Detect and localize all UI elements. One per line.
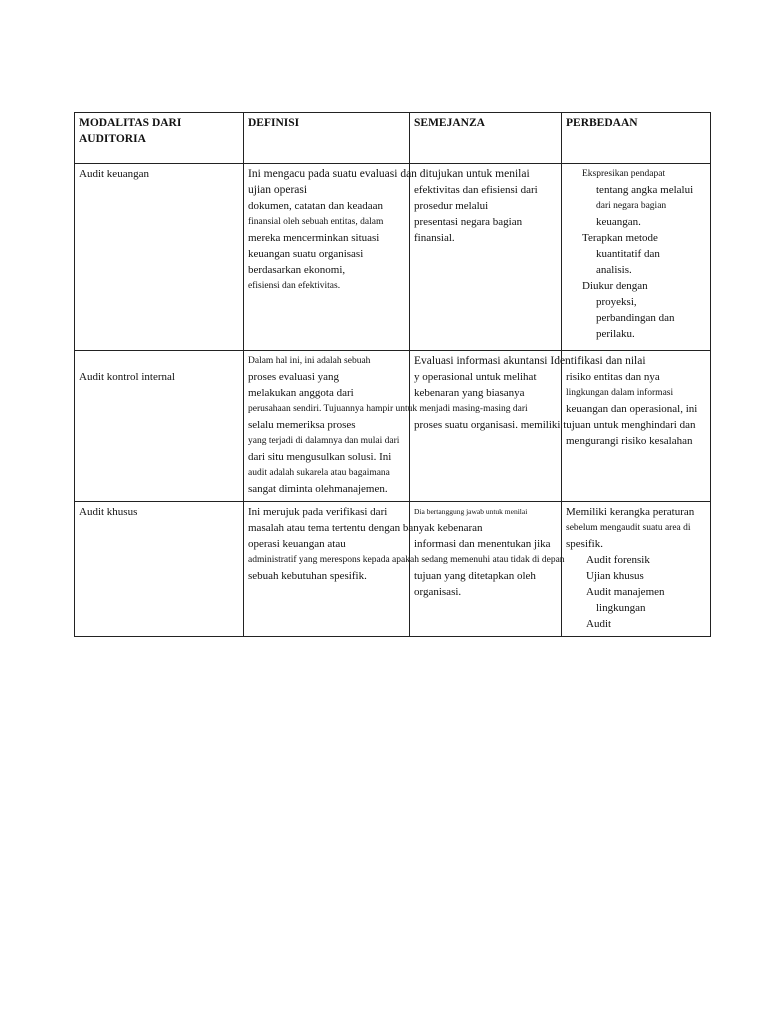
row-label: Audit kontrol internal: [79, 371, 175, 383]
definisi-line: efisiensi dan efektivitas.: [248, 281, 341, 291]
perbedaan-line: mengurangi risiko kesalahan: [566, 435, 693, 447]
definisi-line: keuangan suatu organisasi: [248, 248, 364, 260]
definisi-line: administratif yang merespons kepada apakah sedang memenuhi atau tidak di depan: [248, 555, 565, 565]
table-row: [75, 164, 711, 351]
perbedaan-bullet: Terapkan metode: [582, 232, 658, 244]
semejanza-line: kebenaran yang biasanya: [414, 387, 525, 399]
semejanza-line: organisasi.: [414, 586, 462, 598]
semejanza-line: y operasional untuk melihat: [414, 371, 537, 383]
perbedaan-line: spesifik.: [566, 538, 603, 550]
header-definisi-label: DEFINISI: [248, 117, 300, 129]
perbedaan-line: risiko entitas dan nya: [566, 371, 660, 383]
semejanza-cell: [410, 164, 562, 351]
header-definisi: [244, 113, 410, 164]
definisi-line: mereka mencerminkan situasi: [248, 232, 380, 244]
semejanza-line: Dia bertanggung jawab untuk menilai: [414, 507, 528, 516]
perbedaan-bullet: Audit manajemen: [586, 586, 665, 598]
perbedaan-bullet: Ekspresikan pendapat: [582, 169, 666, 179]
header-semejanza: [410, 113, 562, 164]
header-modalitas-line1: MODALITAS DARI: [79, 117, 182, 129]
semejanza-line: proses suatu organisasi. memiliki tujuan untuk menghindari dan: [414, 419, 696, 431]
semejanza-line: presentasi negara bagian: [414, 216, 523, 228]
header-perbedaan-label: PERBEDAAN: [566, 117, 638, 129]
perbedaan-line: perilaku.: [596, 328, 635, 340]
perbedaan-line: Memiliki kerangka peraturan: [566, 506, 695, 518]
row-label: Audit khusus: [79, 506, 138, 518]
header-modalitas: [75, 113, 244, 164]
perbedaan-line: proyeksi,: [596, 296, 637, 308]
definisi-line: selalu memeriksa proses: [248, 419, 356, 431]
perbedaan-line: keuangan.: [596, 216, 641, 228]
definisi-line: perusahaan sendiri. Tujuannya hampir untuk menjadi masing-masing dari: [248, 404, 528, 414]
row-label: Audit keuangan: [79, 168, 149, 180]
header-modalitas-line2: AUDITORIA: [79, 133, 146, 145]
table-row: [75, 502, 711, 637]
definisi-line: audit adalah sukarela atau bagaimana: [248, 468, 390, 478]
perbedaan-cell: [562, 502, 711, 637]
semejanza-line: efektivitas dan efisiensi dari: [414, 184, 538, 196]
perbedaan-line: lingkungan dalam informasi: [566, 388, 674, 398]
perbedaan-line: lingkungan: [596, 602, 646, 614]
audit-comparison-table: [74, 112, 711, 637]
definisi-line: dari situ mengusulkan solusi. Ini: [248, 451, 392, 463]
perbedaan-line: perbandingan dan: [596, 312, 675, 324]
header-semejanza-label: SEMEJANZA: [414, 117, 485, 129]
definisi-line: operasi keuangan atau: [248, 538, 346, 550]
definisi-line: sebuah kebutuhan spesifik.: [248, 570, 367, 582]
perbedaan-line: keuangan dan operasional, ini: [566, 403, 698, 415]
perbedaan-line: kuantitatif dan: [596, 248, 660, 260]
perbedaan-line: sebelum mengaudit suatu area di: [566, 523, 691, 533]
semejanza-line: finansial.: [414, 232, 455, 244]
perbedaan-cell: [562, 164, 711, 351]
header-row: [75, 113, 711, 164]
header-perbedaan: [562, 113, 711, 164]
definisi-line: masalah atau tema tertentu dengan banyak kebenaran: [248, 522, 483, 534]
perbedaan-line: analisis.: [596, 264, 632, 276]
perbedaan-bullet: Ujian khusus: [586, 570, 644, 582]
row-label-cell: [75, 164, 244, 351]
definisi-line: Ini mengacu pada suatu evaluasi dan ditujukan untuk menilai: [248, 168, 530, 180]
perbedaan-bullet: Audit forensik: [586, 554, 650, 566]
definisi-line: dokumen, catatan dan keadaan: [248, 200, 383, 212]
definisi-line: sangat diminta olehmanajemen.: [248, 483, 388, 495]
perbedaan-line: tentang angka melalui: [596, 184, 694, 196]
definisi-line: Ini merujuk pada verifikasi dari: [248, 506, 388, 518]
definisi-line: melakukan anggota dari: [248, 387, 354, 399]
semejanza-line: tujuan yang ditetapkan oleh: [414, 570, 536, 582]
perbedaan-line: dari negara bagian: [596, 201, 667, 211]
definisi-line: yang terjadi di dalamnya dan mulai dari: [248, 436, 400, 446]
row-label-cell: [75, 351, 244, 502]
perbedaan-bullet: Diukur dengan: [582, 280, 648, 292]
definisi-line: Dalam hal ini, ini adalah sebuah: [248, 356, 371, 366]
semejanza-line: Evaluasi informasi akuntansi Identifikasi dan nilai: [414, 355, 646, 367]
definisi-line: finansial oleh sebuah entitas, dalam: [248, 217, 384, 227]
definisi-line: ujian operasi: [248, 184, 308, 196]
row-label-cell: [75, 502, 244, 637]
semejanza-line: prosedur melalui: [414, 200, 489, 212]
definisi-line: berdasarkan ekonomi,: [248, 264, 346, 276]
definisi-line: proses evaluasi yang: [248, 371, 340, 383]
semejanza-line: informasi dan menentukan jika: [414, 538, 551, 550]
table-row: [75, 351, 711, 502]
perbedaan-bullet: Audit: [586, 618, 612, 630]
